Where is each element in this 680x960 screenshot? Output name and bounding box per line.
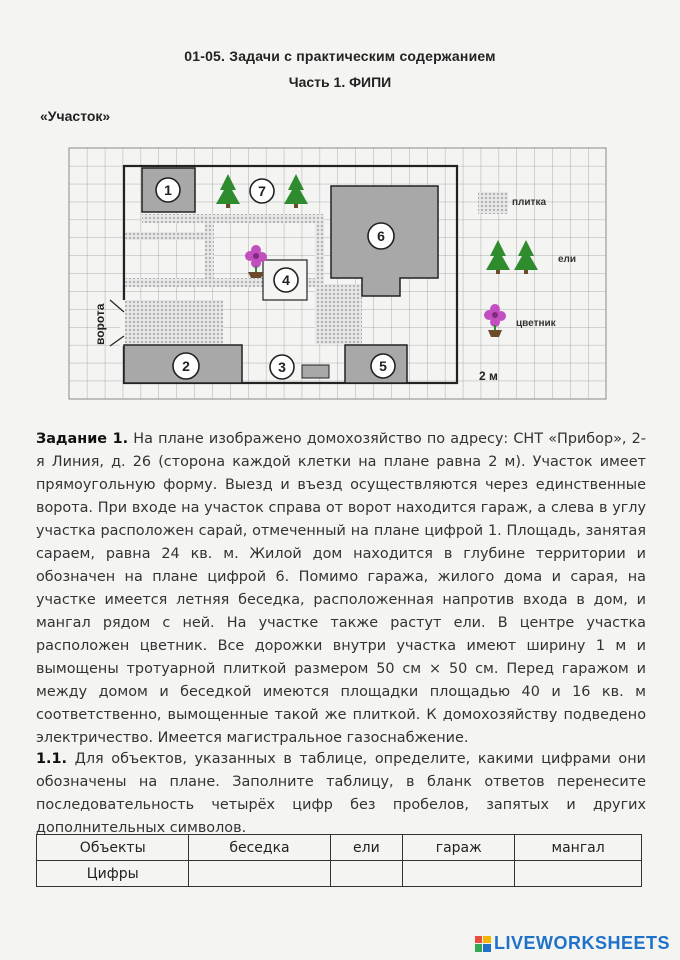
task-1-heading: Задание 1. <box>36 431 129 447</box>
table-header-cell: мангал <box>515 835 642 861</box>
object-6-label: 6 <box>377 228 385 244</box>
question-1-1-heading: 1.1. <box>36 751 67 767</box>
answer-cell-garage[interactable] <box>403 861 515 887</box>
answer-cell-firs[interactable] <box>330 861 403 887</box>
table-row <box>37 835 642 861</box>
legend-firs: ели <box>558 254 577 265</box>
object-1-label: 1 <box>164 182 172 198</box>
scale-label: 2 м <box>479 369 498 383</box>
table-header-cell: гараж <box>403 835 515 861</box>
answer-cell-grill[interactable] <box>515 861 642 887</box>
liveworksheets-logo <box>475 933 670 954</box>
brand-text: LIVEWORKSHEETS <box>493 933 670 953</box>
legend-tiles: плитка <box>512 197 547 208</box>
task-1-text <box>36 428 646 750</box>
table-header-cell: ели <box>330 835 403 861</box>
section-label: «Участок» <box>40 108 111 124</box>
object-5-label: 5 <box>379 358 387 374</box>
small-grey-block <box>302 365 329 378</box>
answer-cell-gazebo[interactable] <box>189 861 330 887</box>
site-plan <box>0 0 680 420</box>
object-3-label: 3 <box>278 359 286 375</box>
answer-table <box>36 834 642 887</box>
table-header-cell: Объекты <box>37 835 189 861</box>
gate-label: ворота <box>93 303 107 345</box>
page-title: 01-05. Задачи с практическим содержанием <box>184 48 496 64</box>
legend-flowerbed: цветник <box>516 318 556 329</box>
logo-icon <box>475 936 491 952</box>
table-row-label: Цифры <box>37 861 189 887</box>
table-header-cell: беседка <box>189 835 330 861</box>
table-row <box>37 861 642 887</box>
object-4-label: 4 <box>282 272 290 288</box>
page-subtitle: Часть 1. ФИПИ <box>288 74 392 90</box>
object-7-label: 7 <box>258 183 266 199</box>
object-2-label: 2 <box>182 358 190 374</box>
question-1-1-text <box>36 748 646 840</box>
legend-tile-swatch <box>478 192 508 214</box>
question-1-1-body: Для объектов, указанных в таблице, определите, какими цифрами они обозначены на плане. Заполните таблицу, в бланк ответов перенесите последовательность четырёх цифр без пробелов, запятых и других дополнительных символов. <box>36 751 646 836</box>
task-1-body: На плане изображено домохозяйство по адресу: СНТ «Прибор», 2-я Линия, д. 26 (сторона каждой клетки на плане равна 2 м). Участок имеет прямоугольную форму. Выезд и въезд осуществляются через единственные ворота. При входе на участок справа от ворот находится гараж, а слева в углу участка расположен сарай, отмеченный на плане цифрой 1. Площадь, занятая сараем, равна 24 кв. м. Жилой дом находится в глубине территории и обозначен на плане цифрой 6. Помимо гаража, жилого дома и сарая, на участке имеется летняя беседка, расположенная напротив входа в дом, и мангал рядом с ней. На участке также растут ели. В центре участка расположен цветник. Все дорожки внутри участка имеют ширину 1 м и вымощены тротуарной плиткой размером 50 см × 50 см. Перед гаражом и между домом и беседкой имеются площадки площадью 40 и 16 кв. м соответственно, вымощенные такой же плиткой. К домохозяйству подведено электричество. Имеется магистральное газоснабжение. <box>36 431 646 746</box>
